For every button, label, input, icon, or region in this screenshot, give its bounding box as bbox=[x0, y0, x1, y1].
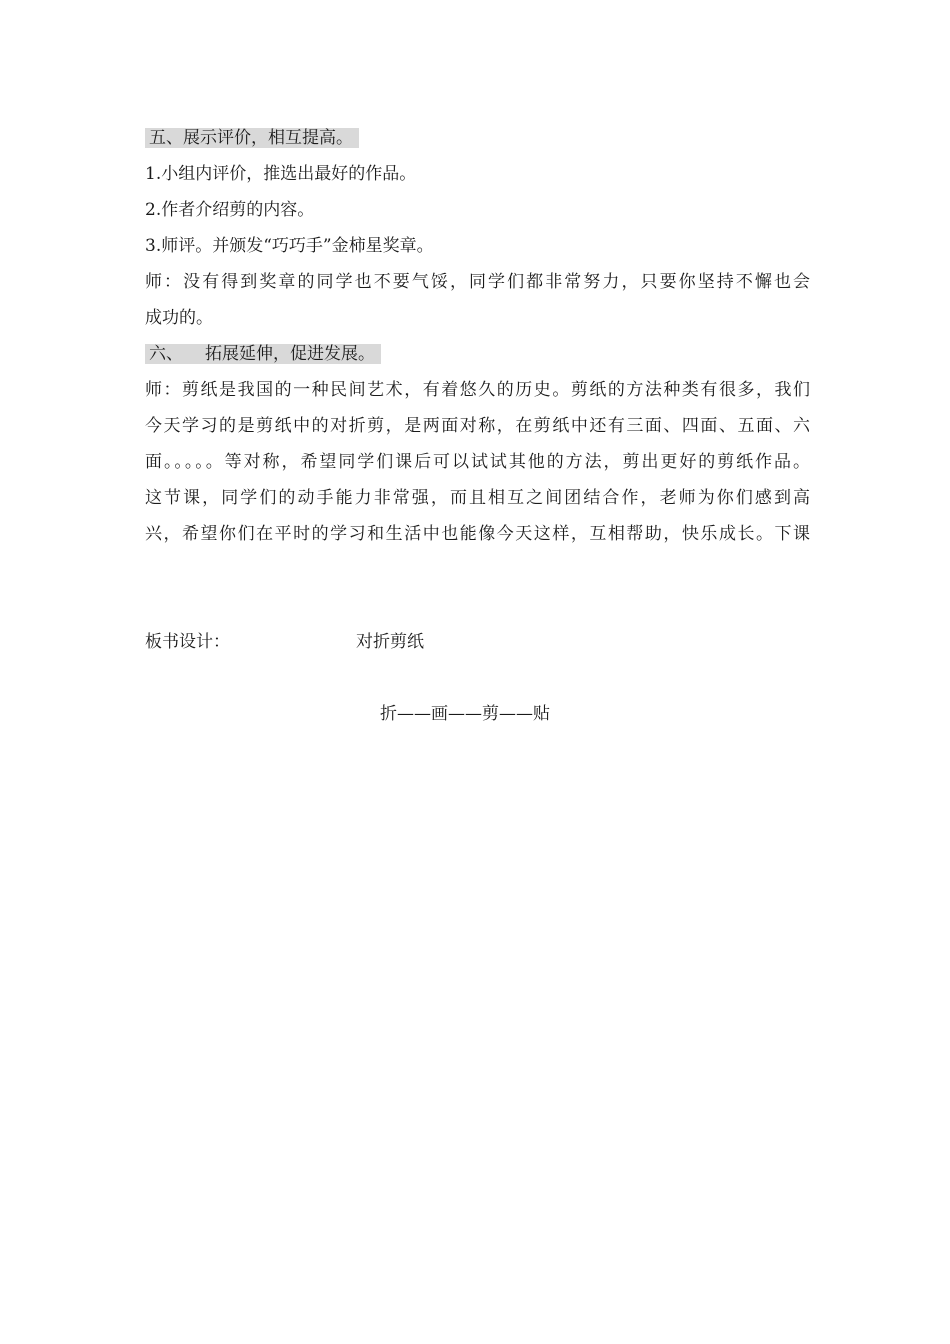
board-design-steps: 折——画——剪——贴 bbox=[380, 704, 550, 724]
section-6-heading-number: 六、 bbox=[149, 344, 183, 364]
section-6-line-3: 面。。。。。等对称，希望同学们课后可以试试其他的方法，剪出更好的剪纸作品。 bbox=[145, 452, 810, 472]
section-6-line-1: 师：剪纸是我国的一种民间艺术，有着悠久的历史。剪纸的方法种类有很多，我们 bbox=[145, 380, 810, 400]
section-5-item-2: 2.作者介绍剪的内容。 bbox=[145, 200, 315, 220]
section-5-heading: 五、展示评价，相互提高。 bbox=[145, 128, 359, 148]
section-6-heading-text: 拓展延伸，促进发展。 bbox=[205, 344, 375, 364]
section-5-teacher-line-2: 成功的。 bbox=[145, 308, 213, 328]
section-5-teacher-line-1: 师：没有得到奖章的同学也不要气馁，同学们都非常努力，只要你坚持不懈也会 bbox=[145, 272, 810, 292]
section-5-item-1: 1.小组内评价，推选出最好的作品。 bbox=[145, 164, 417, 184]
section-6-heading-line bbox=[145, 342, 810, 366]
section-6-line-4: 这节课，同学们的动手能力非常强，而且相互之间团结合作，老师为你们感到高 bbox=[145, 488, 810, 508]
section-6-line-5: 兴，希望你们在平时的学习和生活中也能像今天这样，互相帮助，快乐成长。下课 bbox=[145, 524, 810, 544]
board-design-title: 对折剪纸 bbox=[356, 632, 424, 652]
section-6-line-2: 今天学习的是剪纸中的对折剪，是两面对称，在剪纸中还有三面、四面、五面、六 bbox=[145, 416, 810, 436]
board-design-label: 板书设计： bbox=[145, 632, 230, 652]
section-6-heading bbox=[145, 344, 381, 364]
section-5-item-3: 3.师评。并颁发“巧巧手”金柿星奖章。 bbox=[145, 236, 434, 256]
section-5-heading-line bbox=[145, 126, 810, 150]
